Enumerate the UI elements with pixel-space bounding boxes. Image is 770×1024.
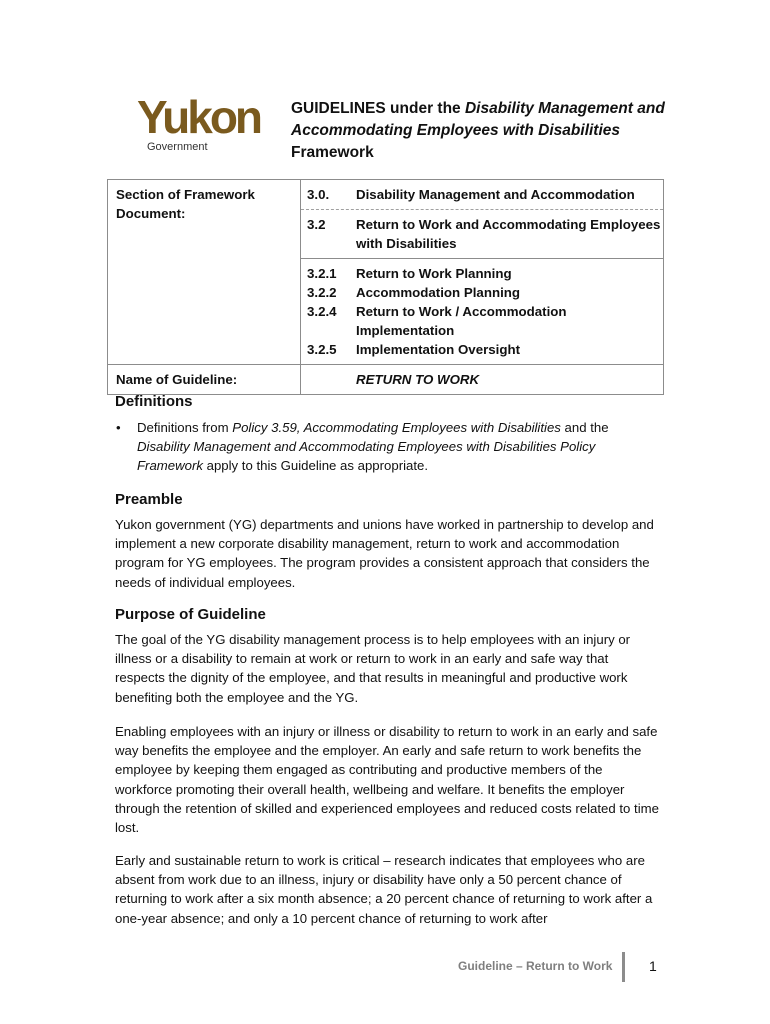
subsection-number: 3.2.5 bbox=[307, 342, 337, 357]
purpose-heading: Purpose of Guideline bbox=[115, 606, 266, 623]
title-part-2: Framework bbox=[291, 144, 374, 161]
preamble-heading: Preamble bbox=[115, 491, 183, 508]
footer-divider bbox=[622, 952, 625, 982]
purpose-paragraph-1: The goal of the YG disability management process is to help employees with an injury or illness or a disability to remain at work or return to work in an early and safe way that respects the dignity of the employee, and that results in meaningful and productive work benefiting both the employee and the YG. bbox=[115, 632, 631, 705]
name-spacer bbox=[301, 370, 356, 389]
section-3-2 bbox=[301, 210, 663, 259]
framework-table bbox=[107, 179, 664, 395]
purpose-paragraph-3: Early and sustainable return to work is critical – research indicates that employees who are absent from work due to an illness, injury or disability have only a 50 percent chance of returning to work after a six month absence; a 20 percent chance of returning to work after a one-year absence; and only a 10 percent chance of returning to work after bbox=[115, 853, 653, 926]
subsection-list bbox=[301, 259, 663, 364]
section-cell bbox=[301, 180, 664, 365]
purpose-paragraph-2: Enabling employees with an injury or illness or disability to return to work in an early and safe way benefits the employee and the employer. An early and safe return to work benefits the employee by keeping them engaged as contributing and productive members of the workforce promoting their overall health, wellbeing and welfare. It benefits the employer through the retention of skilled and experienced employees and reduced costs related to time lost. bbox=[115, 724, 659, 836]
definitions-text bbox=[137, 418, 660, 476]
subsection-number: 3.2.1 bbox=[307, 266, 337, 281]
subsection-title: Accommodation Planning bbox=[356, 285, 521, 300]
guideline-name-label: Name of Guideline: bbox=[108, 365, 301, 395]
logo-subtitle: Government bbox=[147, 141, 208, 153]
subsection-item bbox=[301, 283, 663, 302]
subsection-item bbox=[301, 302, 663, 340]
definitions-bullet bbox=[115, 418, 660, 476]
section-3-0 bbox=[301, 180, 663, 210]
section-number: 3.0. bbox=[307, 187, 330, 202]
section-title: Disability Management and Accommodation bbox=[356, 187, 635, 202]
definitions-heading: Definitions bbox=[115, 393, 193, 410]
preamble-paragraph: Yukon government (YG) departments and unions have worked in partnership to develop and implement a new corporate disability management, return to work and accommodation program for YG employees. The program provides a consistent approach that considers the needs of individual employees. bbox=[115, 517, 654, 590]
yukon-government-logo bbox=[137, 91, 261, 154]
subsection-item bbox=[301, 264, 663, 283]
def-text-2: and the bbox=[560, 420, 609, 435]
def-policy-ref: Policy 3.59, Accommodating Employees with Disabilities bbox=[232, 420, 561, 435]
def-text-3: apply to this Guideline as appropriate. bbox=[202, 458, 429, 474]
subsection-title: Return to Work Planning bbox=[356, 266, 512, 281]
subsection-number: 3.2.4 bbox=[307, 304, 337, 319]
guideline-name-cell bbox=[301, 365, 664, 395]
guideline-name-value: RETURN TO WORK bbox=[356, 372, 480, 387]
logo-wordmark: Yukon bbox=[137, 91, 261, 143]
subsection-title: Return to Work / Accommodation Implementation bbox=[356, 304, 567, 338]
guideline-name-row bbox=[108, 365, 664, 395]
section-label: Section of Framework Document: bbox=[108, 180, 301, 365]
document-title bbox=[291, 98, 681, 164]
subsection-title: Implementation Oversight bbox=[356, 342, 521, 357]
page-number: 1 bbox=[649, 958, 657, 974]
section-number: 3.2 bbox=[307, 217, 326, 232]
def-framework-ref: Disability Management and Accommodating Employees with Disabilities Policy Framework bbox=[137, 439, 596, 474]
subsection-number: 3.2.2 bbox=[307, 285, 337, 300]
def-text-1: Definitions from bbox=[137, 420, 233, 435]
title-italic: Disability Management and Accommodating Employees with Disabilities bbox=[291, 100, 665, 139]
section-title: Return to Work and Accommodating Employees with Disabilities bbox=[356, 217, 661, 251]
footer-label: Guideline – Return to Work bbox=[458, 959, 613, 973]
bullet-icon: • bbox=[116, 420, 121, 435]
framework-section-row bbox=[108, 180, 664, 365]
subsection-item bbox=[301, 340, 663, 359]
title-part-1: GUIDELINES under the bbox=[291, 100, 465, 117]
